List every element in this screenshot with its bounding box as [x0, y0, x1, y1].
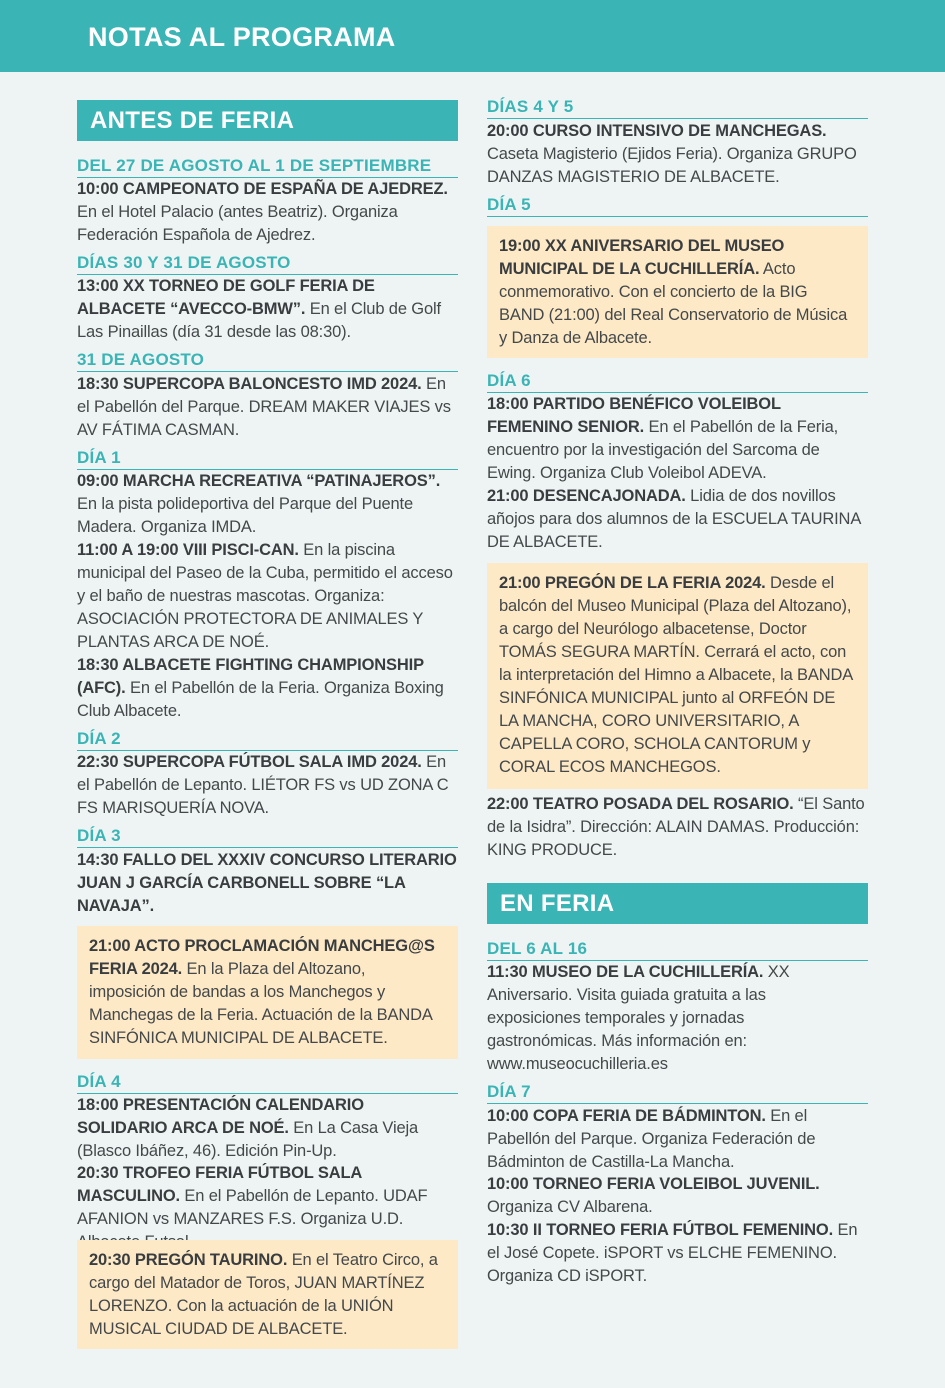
event-title: 09:00 MARCHA RECREATIVA “PATINAJEROS”.: [77, 472, 441, 490]
section-title-en-feria: EN FERIA: [487, 883, 868, 924]
event-title: 21:00 DESENCAJONADA.: [487, 487, 686, 505]
event-item: [487, 1219, 868, 1288]
event-title: 11:00 A 19:00 VIII PISCI-CAN.: [77, 541, 299, 559]
event-title: 10:00 CAMPEONATO DE ESPAÑA DE AJEDREZ.: [77, 180, 448, 198]
event-title: 22:30 SUPERCOPA FÚTBOL SALA IMD 2024.: [77, 753, 422, 771]
event-text: En el José Copete. iSPORT vs ELCHE FEMENINO. Organiza CD iSPORT.: [487, 1221, 858, 1285]
event-item: [487, 961, 808, 1076]
event-title: 21:00 PREGÓN DE LA FERIA 2024.: [499, 574, 766, 592]
day-heading: DÍAS 4 Y 5: [487, 97, 868, 119]
event-text: En el Pabellón de Lepanto. LIÉTOR FS vs UD ZONA C FS MARISQUERÍA NOVA.: [77, 753, 449, 817]
event-title: 14:30 FALLO DEL XXXIV CONCURSO LITERARIO JUAN J GARCÍA CARBONELL SOBRE “LA NAVAJA”.: [77, 851, 457, 915]
event-title: 22:00 TEATRO POSADA DEL ROSARIO.: [487, 795, 794, 813]
event-text: En el Teatro Circo, a cargo del Matador de Toros, JUAN MARTÍNEZ LORENZO. Con la actuación de la UNIÓN MUSICAL CIUDAD DE ALBACETE.: [89, 1251, 438, 1338]
event-text: En la Plaza del Altozano, imposición de bandas a los Manchegos y Manchegas de la Feria. Actuación de la BANDA SINFÓNICA MUNICIPAL DE ALBACETE.: [89, 960, 432, 1047]
event-item: [487, 793, 868, 862]
header-bar: [0, 0, 945, 72]
highlight-box: [77, 926, 458, 1059]
event-title: 18:00 PRESENTACIÓN CALENDARIO SOLIDARIO ARCA DE NOÉ.: [77, 1096, 364, 1137]
page-title: NOTAS AL PROGRAMA: [88, 22, 396, 52]
event-item: [77, 470, 458, 539]
event-text: En el Pabellón de la Feria. Organiza Boxing Club Albacete.: [77, 679, 444, 720]
event-text: En la pista polideportiva del Parque del Puente Madera. Organiza IMDA.: [77, 495, 414, 536]
event-text: Lidia de dos novillos añojos para dos alumnos de la ESCUELA TAURINA DE ALBACETE.: [487, 487, 861, 551]
event-title: 21:00 ACTO PROCLAMACIÓN MANCHEG@S FERIA 2024.: [89, 937, 435, 978]
day-heading: DÍA 2: [77, 729, 458, 751]
event-title: 18:00 PARTIDO BENÉFICO VOLEIBOL FEMENINO SENIOR.: [487, 395, 781, 436]
event-title: 11:30 MUSEO DE LA CUCHILLERÍA.: [487, 963, 764, 981]
event-item: [77, 849, 458, 918]
event-title: 10:30 II TORNEO FERIA FÚTBOL FEMENINO.: [487, 1221, 834, 1239]
event-item: [77, 275, 458, 344]
event-item: [77, 654, 458, 723]
event-title: 20:30 PREGÓN TAURINO.: [89, 1251, 288, 1269]
event-title: 20:00 CURSO INTENSIVO DE MANCHEGAS.: [487, 122, 827, 140]
day-heading: DÍA 4: [77, 1072, 458, 1094]
event-title: 10:00 TORNEO FERIA VOLEIBOL JUVENIL.: [487, 1175, 820, 1193]
event-text: En el Pabellón de la Feria, encuentro por la investigación del Sarcoma de Ewing. Organiza Club Voleibol ADEVA.: [487, 418, 839, 482]
day-heading: DÍA 6: [487, 371, 868, 393]
event-item: [487, 1105, 868, 1174]
day-heading: DÍA 3: [77, 826, 458, 848]
event-item: [499, 235, 856, 350]
event-text: Desde el balcón del Museo Municipal (Plaza del Altozano), a cargo del Neurólogo albacetense, Doctor TOMÁS SEGURA MARTÍN. Cerrará el acto, con la interpretación del Himno a Albacete, la BANDA SINFÓNICA MUNICIPAL junto al ORFEÓN DE LA MANCHA, CORO UNIVERSITARIO, A CAPELLA CORO, SCHOLA CANTORUM y CORAL ECOS MANCHEGOS.: [499, 574, 853, 776]
event-text: En La Casa Vieja (Blasco Ibáñez, 46). Edición Pin-Up.: [77, 1119, 419, 1160]
event-text: En el Pabellón de Lepanto. UDAF AFANION vs MANZARES F.S. Organiza U.D.: [77, 1187, 428, 1228]
event-title: 18:30 ALBACETE FIGHTING CHAMPIONSHIP (AFC).: [77, 656, 424, 697]
event-item: [77, 373, 458, 442]
event-text: En el Pabellón del Parque. DREAM MAKER VIAJES vs AV FÁTIMA CASMAN.: [77, 375, 451, 439]
event-title: 18:30 SUPERCOPA BALONCESTO IMD 2024.: [77, 375, 422, 393]
event-item: [77, 751, 458, 820]
event-text: Acto conmemorativo. Con el concierto de la BIG BAND (21:00) del Real Conservatorio de Música y Danza de Albacete.: [499, 260, 848, 347]
event-item: [487, 1173, 868, 1219]
event-item: [487, 120, 868, 189]
highlight-box: [487, 226, 868, 358]
event-text: En la piscina municipal del Paseo de la Cuba, permitido el acceso y el baño de nuestras mascotas. Organiza: ASOCIACIÓN PROTECTORA DE ANIMALES Y PLANTAS ARCA DE NOÉ.: [77, 541, 453, 651]
event-title: 19:00 XX ANIVERSARIO DEL MUSEO MUNICIPAL DE LA CUCHILLERÍA.: [499, 237, 785, 278]
day-heading: DÍAS 30 Y 31 DE AGOSTO: [77, 253, 458, 275]
day-heading: DÍA 1: [77, 448, 458, 470]
highlight-box: [487, 563, 868, 789]
event-item: [89, 935, 446, 1050]
section-title-antes-de-feria: ANTES DE FERIA: [77, 100, 458, 141]
event-item: [487, 485, 868, 554]
day-heading: DÍA 5: [487, 195, 868, 217]
event-title: 20:30 TROFEO FERIA FÚTBOL SALA MASCULINO.: [77, 1164, 362, 1205]
event-title: 10:00 COPA FERIA DE BÁDMINTON.: [487, 1107, 766, 1125]
event-item: [89, 1249, 446, 1341]
event-title: 13:00 XX TORNEO DE GOLF FERIA DE ALBACETE “AVECCO-BMW”.: [77, 277, 375, 318]
event-item: [77, 1094, 458, 1163]
day-heading: DEL 6 AL 16: [487, 939, 868, 961]
day-heading: DEL 27 DE AGOSTO AL 1 DE SEPTIEMBRE: [77, 156, 458, 178]
event-item: [77, 539, 458, 654]
day-heading: 31 DE AGOSTO: [77, 350, 458, 372]
event-text: En el Hotel Palacio (antes Beatriz). Organiza Federación Española de Ajedrez.: [77, 203, 398, 244]
event-text: “El Santo de la Isidra”. Dirección: ALAIN DAMAS. Producción: KING PRODUCE.: [487, 795, 865, 859]
event-text: Organiza CV Albarena.: [487, 1198, 653, 1216]
event-text: En el Pabellón del Parque. Organiza Federación de Bádminton de Castilla-La Mancha.: [487, 1107, 816, 1171]
highlight-box: [77, 1240, 458, 1349]
day-heading: DÍA 7: [487, 1082, 868, 1104]
event-text: Caseta Magisterio (Ejidos Feria). Organiza GRUPO DANZAS MAGISTERIO DE ALBACETE.: [487, 145, 857, 186]
event-item: [77, 178, 458, 247]
event-item: [487, 393, 868, 485]
event-text: XX Aniversario. Visita guiada gratuita a las exposiciones temporales y jornadas gastronómicas. Más información en: www.museocuchilleria.es: [487, 963, 790, 1073]
event-text: En el Club de Golf Las Pinaillas (día 31 desde las 08:30).: [77, 300, 441, 341]
event-item: [499, 572, 856, 779]
